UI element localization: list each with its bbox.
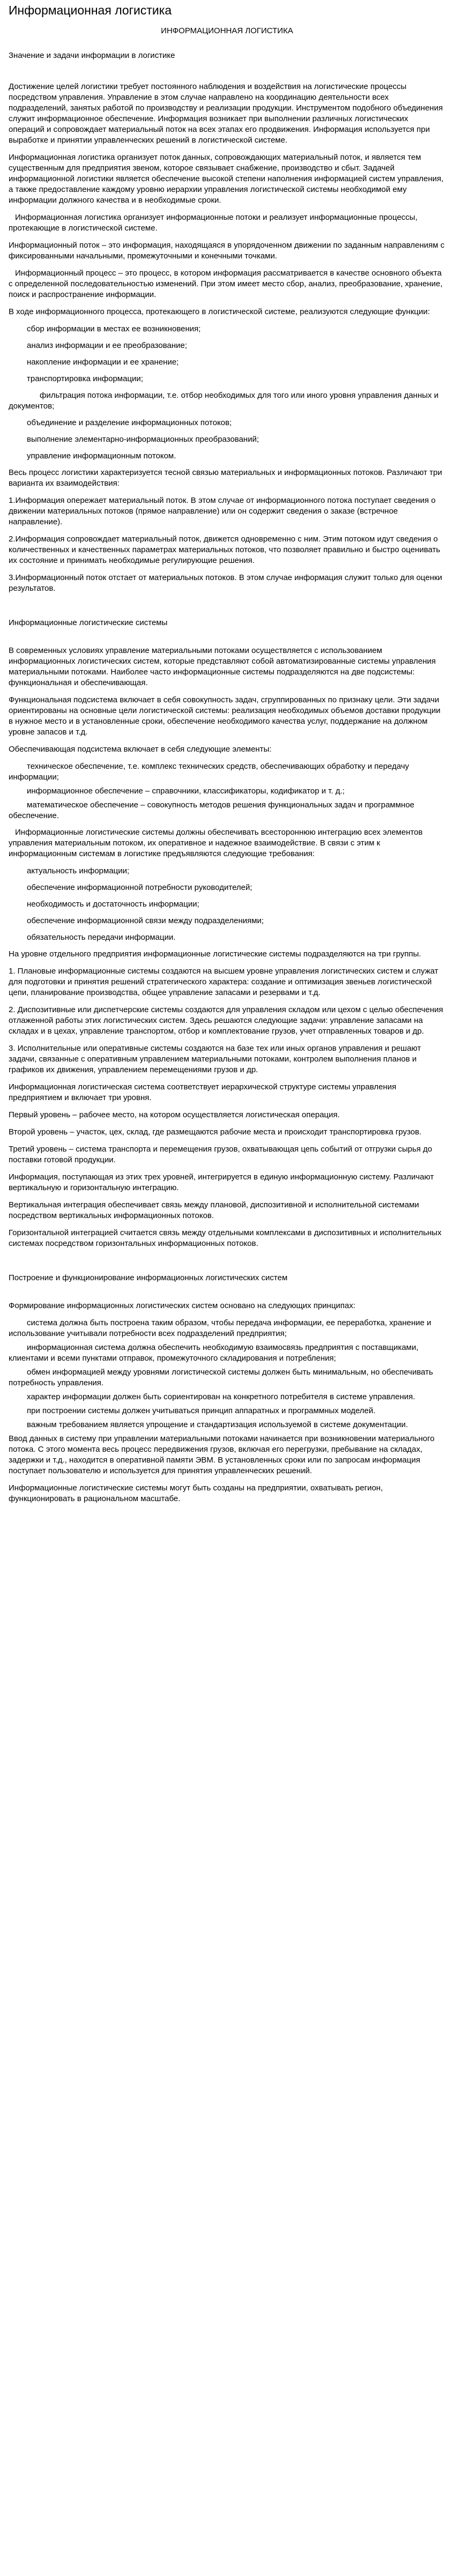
list-item-text: информационное обеспечение – справочники, классификаторы, кодификатор и т. д.; xyxy=(27,786,345,796)
paragraph xyxy=(9,467,445,489)
list-item xyxy=(9,418,445,428)
list-item xyxy=(9,882,445,893)
list-item-text: транспортировка информации; xyxy=(27,374,143,383)
list-item-text: накопление информации и ее хранение; xyxy=(27,358,179,367)
paragraph xyxy=(9,495,445,528)
list-item-text: при построении системы должен учитываться принцип аппаратных и программных моделей. xyxy=(27,1406,376,1415)
paragraph-text: Третий уровень – система транспорта и перемещения грузов, охватывающая цепь событий от отгрузки сырья до поставки готовой продукции. xyxy=(9,1145,433,1164)
paragraph xyxy=(9,240,445,262)
paragraph-text: Информационная логистика организует информационные потоки и реализует информационные процессы, протекающие в логистической системе. xyxy=(9,213,418,233)
list-item-text: обмен информацией между уровнями логистической системы должен быть минимальным, но обеспечивать потребность управления. xyxy=(9,1368,433,1387)
paragraph-text: На уровне отдельного предприятия информационные логистические системы подразделяются на три группы. xyxy=(9,949,421,959)
paragraph-text: 3.Информационный поток отстает от материальных потоков. В этом случае информация служит только для оценки результатов. xyxy=(9,573,442,593)
paragraph-text: 1.Информация опережает материальный поток. В этом случае от информационного потока поступает сведения о движении материальных потоков (прямое направление) или он содержит сведения о заказе (встречное направление). xyxy=(9,496,436,526)
paragraph-text: 2. Диспозитивные или диспетчерские системы создаются для управления складом или цехом с целью обеспечения отлаженной работы этих логистических систем. Здесь решаются следующие задачи: управление запасами на складах и в цехах, управление транспортом, отбор и комплектование грузов, учет отправленных товаров и др. xyxy=(9,1005,443,1036)
paragraph-text: Функциональная подсистема включает в себя совокупность задач, сгруппированных по признаку цели. Эти задачи ориентированы на основные цели логистической системы: реализация необходимых объемов доставки продукции в нужное место и в установленные сроки, обеспечение необходимого качества услуг, поддержание на должном уровне запасов и т.д. xyxy=(9,695,441,737)
paragraph-text: Информационные логистические системы могут быть созданы на предприятии, охватывать регион, функционировать в рациональном масштабе. xyxy=(9,1483,383,1503)
list-item-text: объединение и разделение информационных потоков; xyxy=(27,418,232,427)
paragraph-text: Информационный поток – это информация, находящаяся в упорядоченном движении по заданным направлениям с фиксированными начальными, промежуточными и конечными точками. xyxy=(9,241,445,261)
paragraph-text: Информационные логистические системы должны обеспечивать всестороннюю интеграцию всех элементов управления материальным потоком, их оперативное и надежное взаимодействие. В связи с этим к информационным системам в логистике предъявляются следующие требования: xyxy=(9,828,423,858)
section-heading-text: Построение и функционирование информационных логистических систем xyxy=(9,1273,288,1282)
list-item xyxy=(9,1392,445,1402)
paragraph-text: Весь процесс логистики характеризуется тесной связью материальных и информационных потоков. Различают три варианта их взаимодействия: xyxy=(9,468,442,488)
list-item-text: необходимость и достаточность информации; xyxy=(27,900,199,909)
paragraph-text: Информационный процесс – это процесс, в котором информация рассматривается в качестве основного объекта с определенной последовательностью изменений. При этом имеет место сбор, анализ, преобразование, хранение, поиск и распространение информации. xyxy=(9,269,443,299)
paragraph xyxy=(9,307,445,317)
list-item xyxy=(9,786,445,797)
paragraph-text: Вертикальная интеграция обеспечивает связь между плановой, диспозитивной и исполнительной системами посредством вертикальных информационных потоков. xyxy=(9,1200,419,1220)
paragraph xyxy=(9,1110,445,1120)
list-item xyxy=(9,866,445,877)
list-item-text: важным требованием является упрощение и стандартизация используемой в системе документации. xyxy=(27,1420,408,1429)
list-item-text: математическое обеспечение – совокупность методов решения функциональных задач и программное обеспечение. xyxy=(9,800,415,820)
document-heading: Информационная логистика xyxy=(9,3,172,17)
list-item xyxy=(9,1406,445,1416)
paragraph xyxy=(9,1172,445,1193)
list-item-text: обеспечение информационной потребности руководителей; xyxy=(27,883,252,892)
paragraph xyxy=(9,695,445,738)
list-item xyxy=(9,1342,445,1364)
list-item xyxy=(9,916,445,926)
paragraph-text: Второй уровень – участок, цех, склад, где размещаются рабочие места и происходит транспортировка грузов. xyxy=(9,1127,422,1137)
paragraph xyxy=(9,1144,445,1165)
paragraph xyxy=(9,1082,445,1103)
list-item xyxy=(9,761,445,783)
list-item-text: фильтрация потока информации, т.е. отбор необходимых для того или иного уровня управления данных и документов; xyxy=(9,391,439,411)
paragraph-text: Информационная логистика организует поток данных, сопровождающих материальный поток, и является тем существенным для предприятия звеном, которое связывает снабжение, производство и сбыт. Задачей информационной логистики является обеспечение высокой степени наполнения информацией систем управления, а также предоставление каждому уровню иерархии управления логистической системы необходимой ему информации должного качества и в необходимые сроки. xyxy=(9,153,444,205)
paragraph xyxy=(9,1483,445,1504)
list-item-text: управление информационным потоком. xyxy=(27,451,176,461)
paragraph-text: Горизонтальной интеграцией считается связь между отдельными комплексами в диспозитивных и исполнительных системах посредством горизонтальных информационных потоков. xyxy=(9,1228,442,1248)
list-item-text: сбор информации в местах ее возникновения; xyxy=(27,324,201,333)
list-item xyxy=(9,1318,445,1339)
paragraph-text: 1. Плановые информационные системы создаются на высшем уровне управления логистических систем и служат для подготовки и принятия решений стратегического характера: создание и оптимизация звеньев логистической цепи, планирование производства, общее управление запасами и резервами и т.д. xyxy=(9,967,438,997)
paragraph xyxy=(9,212,445,234)
section-heading xyxy=(9,618,445,628)
list-item xyxy=(9,932,445,943)
list-item xyxy=(9,340,445,351)
list-item xyxy=(9,390,445,412)
paragraph-text: Формирование информационных логистических систем основано на следующих принципах: xyxy=(9,1301,356,1310)
list-item xyxy=(9,800,445,821)
list-item-text: выполнение элементарно-информационных преобразований; xyxy=(27,435,259,444)
paragraph xyxy=(9,645,445,688)
paragraph-text: 3. Исполнительные или оперативные системы создаются на базе тех или иных органов управления и решают задачи, связанные с оперативным управлением материальными потоками, контролем выполнения планов и графиков их движения, управлением перемещениями грузов и др. xyxy=(9,1044,421,1074)
list-item-text: техническое обеспечение, т.е. комплекс технических средств, обеспечивающих обработку и передачу информации; xyxy=(9,762,410,782)
section-heading-text: Информационные логистические системы xyxy=(9,618,168,627)
paragraph xyxy=(9,152,445,206)
list-item xyxy=(9,324,445,335)
section-heading xyxy=(9,50,445,61)
paragraph xyxy=(9,827,445,859)
paragraph xyxy=(9,1043,445,1075)
paragraph-text: Обеспечивающая подсистема включает в себя следующие элементы: xyxy=(9,745,272,754)
paragraph-text: Информация, поступающая из этих трех уровней, интегрируется в единую информационную систему. Различают вертикальную и горизонтальную интеграцию. xyxy=(9,1172,434,1192)
list-item xyxy=(9,357,445,368)
paragraph xyxy=(9,573,445,594)
paragraph xyxy=(9,744,445,755)
list-item xyxy=(9,1420,445,1430)
list-item-text: обязательность передачи информации. xyxy=(27,933,176,942)
paragraph xyxy=(9,1301,445,1311)
list-item-text: информационная система должна обеспечить необходимую взаимосвязь предприятия с поставщиками, клиентами и всеми пунктами отправок, промежуточного складирования и потребления; xyxy=(9,1343,419,1363)
paragraph-text: Первый уровень – рабочее место, на котором осуществляется логистическая операция. xyxy=(9,1110,340,1119)
paragraph xyxy=(9,1228,445,1249)
paragraph xyxy=(9,81,445,146)
section-heading xyxy=(9,1273,445,1283)
list-item xyxy=(9,1367,445,1389)
list-item-text: обеспечение информационной связи между подразделениями; xyxy=(27,916,264,925)
list-item-text: актуальность информации; xyxy=(27,866,130,875)
paragraph xyxy=(9,268,445,300)
paragraph-text: Достижение целей логистики требует постоянного наблюдения и воздействия на логистические процессы посредством управления. Управление в этом случае направлено на координацию деятельности всех подразделений, занятых работой по производству и реализации продукции. Инструментом подобного объединения служит информационное обеспечение. Информация возникает при выполнении различных логистических операций и сопровождает материальный поток на всех этапах его продвижения. Информация используется при выработке и принятии управленческих решений в логистической системе. xyxy=(9,82,443,145)
paragraph xyxy=(9,1127,445,1138)
paragraph xyxy=(9,949,445,960)
paragraph xyxy=(9,1434,445,1476)
section-heading-text: Значение и задачи информации в логистике xyxy=(9,51,175,60)
list-item xyxy=(9,899,445,910)
paragraph xyxy=(9,534,445,566)
document-title: ИНФОРМАЦИОННАЯ ЛОГИСТИКА xyxy=(161,26,293,35)
document-body xyxy=(9,50,445,1504)
paragraph xyxy=(9,1200,445,1221)
paragraph xyxy=(9,1005,445,1037)
paragraph-text: В ходе информационного процесса, протекающего в логистической системе, реализуются следующие функции: xyxy=(9,307,430,316)
list-item-text: характер информации должен быть сориентирован на конкретного потребителя в системе управления. xyxy=(27,1392,415,1401)
list-item xyxy=(9,434,445,445)
list-item xyxy=(9,374,445,384)
list-item xyxy=(9,451,445,462)
paragraph-text: Информационная логистическая система соответствует иерархической структуре системы управления предприятием и включает три уровня. xyxy=(9,1082,397,1102)
paragraph-text: 2.Информация сопровождает материальный поток, движется одновременно с ним. Этим потоком идут сведения о количественных и качественных параметрах материальных потоков, что позволяет правильно и быстро оценивать их состояние и принимать необходимые регулирующие решения. xyxy=(9,534,441,565)
paragraph-text: Ввод данных в систему при управлении материальными потоками начинается при возникновении материального потока. С этого момента весь процесс передвижения грузов, включая его перегрузки, пребывание на складах, задержки и т.д., находится в оперативной памяти ЭВМ. В установленных сроки или по запросам информация поступает пользователю и используется для принятия управленческих решений. xyxy=(9,1434,435,1475)
paragraph-text: В современных условиях управление материальными потоками осуществляется с использованием информационных логистических систем, которые представляют собой автоматизированные системы управления материальными потоками. Наиболее часто информационные системы подразделяются на две подсистемы: функциональная и обеспечивающая. xyxy=(9,646,436,687)
paragraph xyxy=(9,966,445,998)
list-item-text: система должна быть построена таким образом, чтобы передача информации, ее переработка, хранение и использование учитывали потребности всех подразделений предприятия; xyxy=(9,1318,431,1338)
list-item-text: анализ информации и ее преобразование; xyxy=(27,341,188,350)
